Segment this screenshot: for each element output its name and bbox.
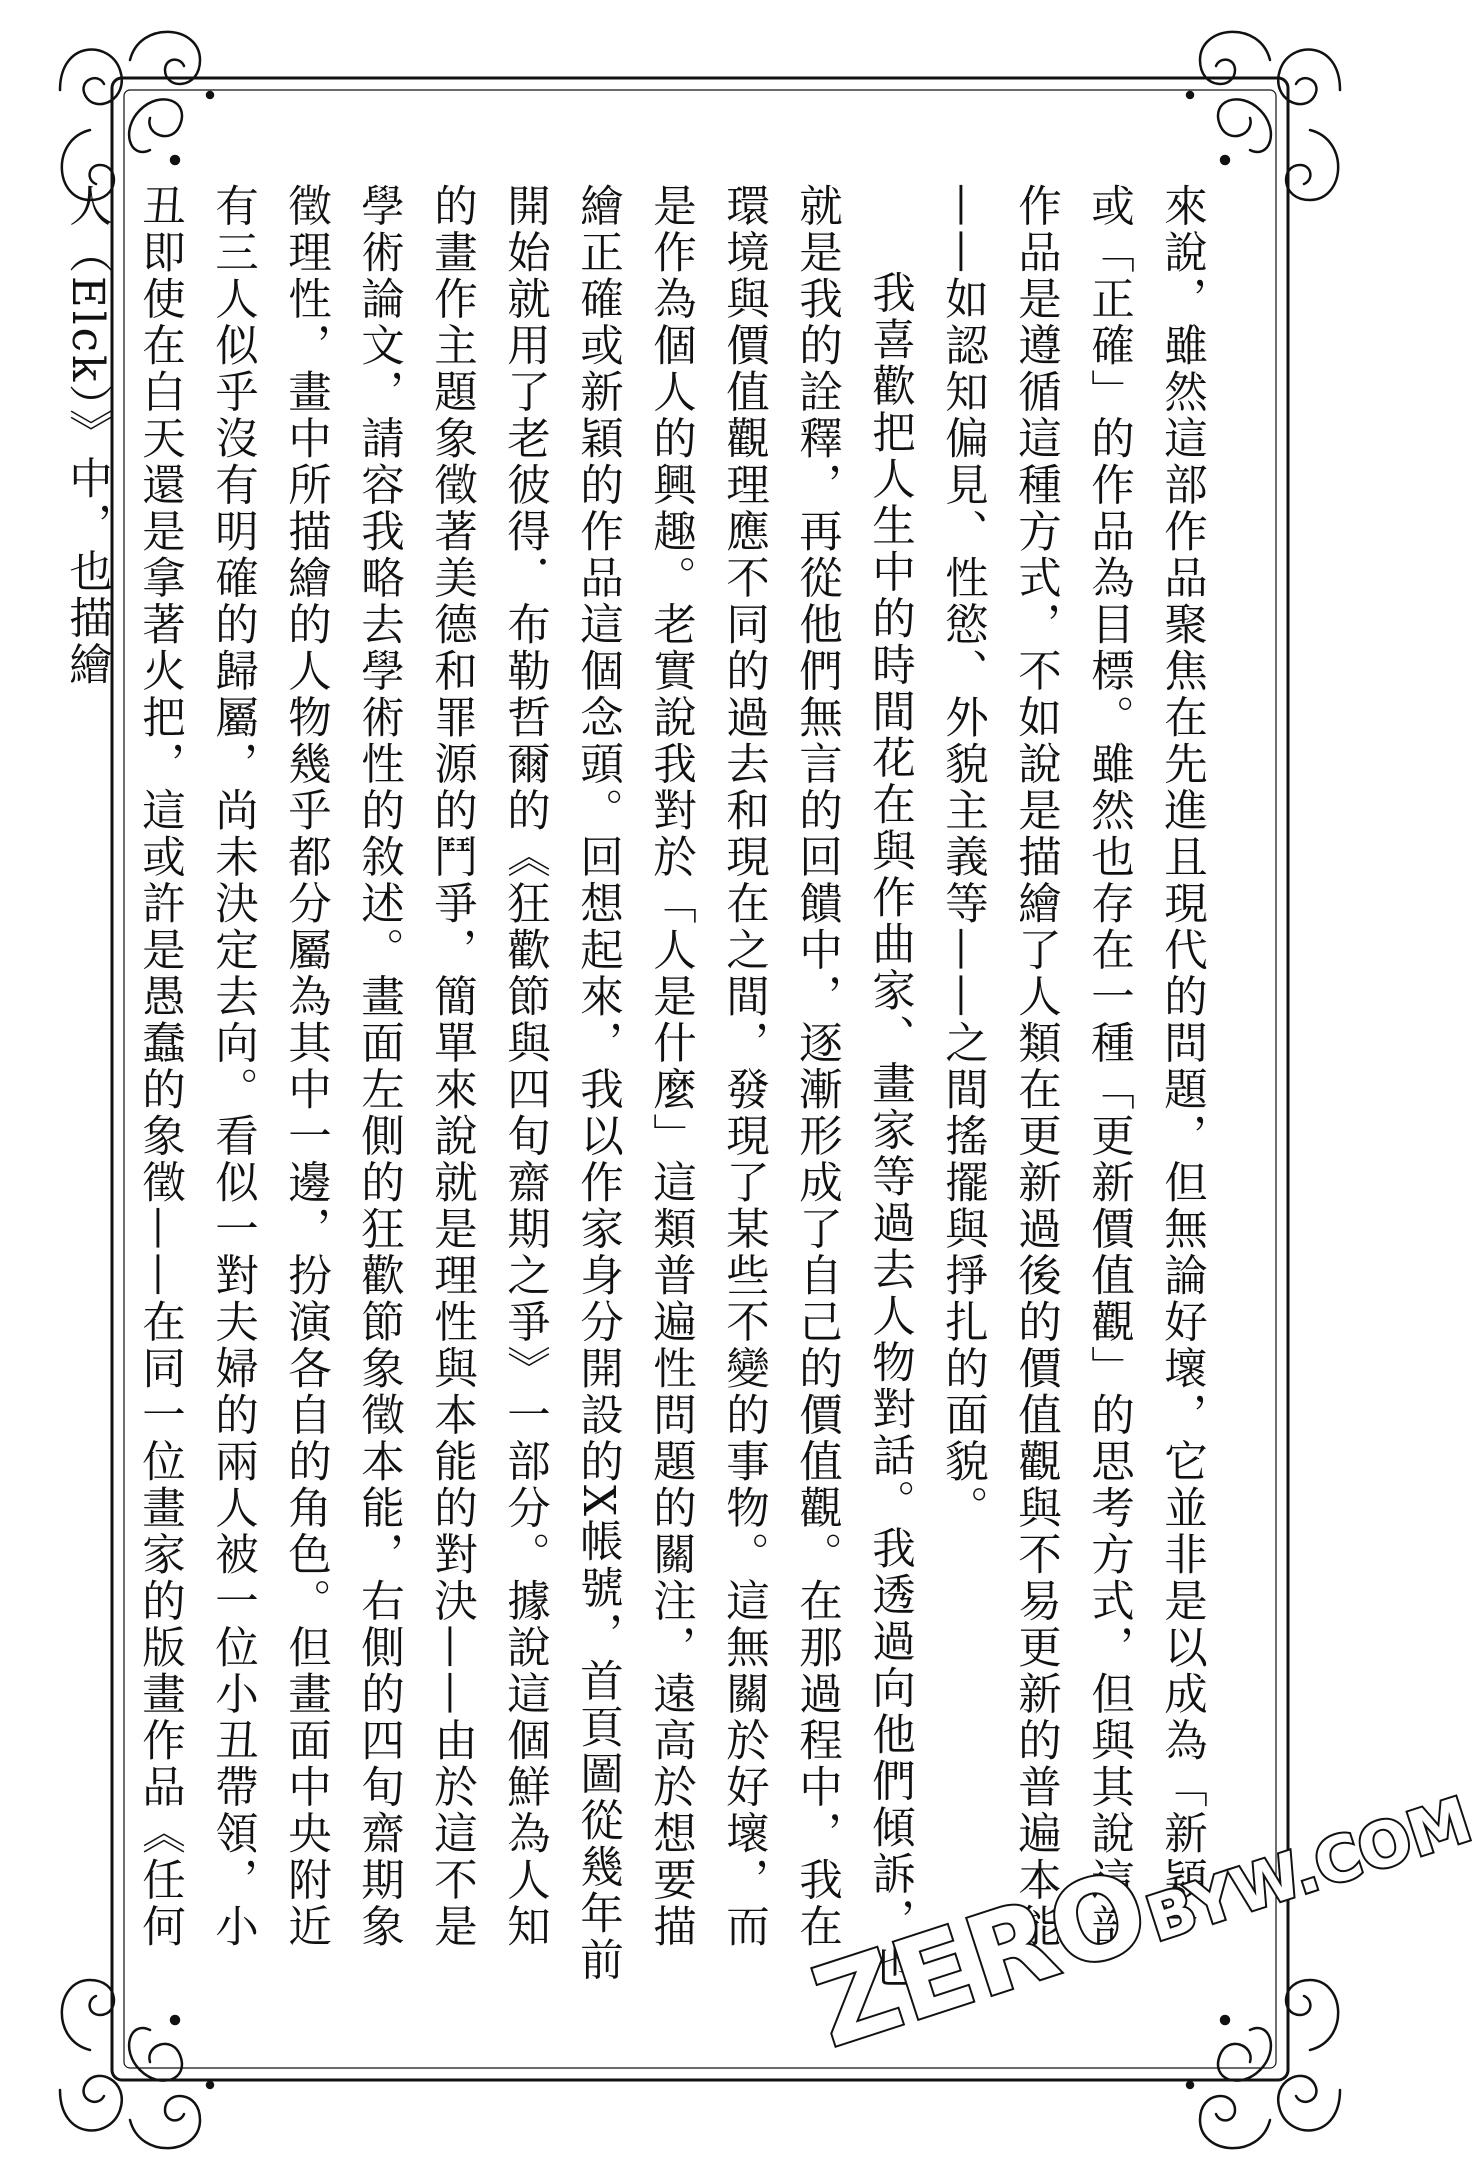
paragraph-1: 來說，雖然這部作品聚焦在先進且現代的問題，但無論好壞，它並非是以成為「新穎」或「正確」的作品為目標。雖然也存在一種「更新價值觀」的思考方式，但與其說這部作品是遵循這種方式，不如說是描繪了人類在更新過後的價值觀與不易更新的普遍本能——如認知偏見、性慾、外貌主義等——之間搖擺與掙扎的面貌。 <box>938 183 1207 1950</box>
watermark-com: .COM <box>1282 1782 1480 1909</box>
paragraph-2: 我喜歡把人生中的時間花在與作曲家、畫家等過去人物對話。我透過向他們傾訴，也就是我的詮釋，再從他們無言的回饋中，逐漸形成了自己的價值觀。在那過程中，我在環境與價值觀理應不同的過去和現在之間，發現了某些不變的事物。這無關於好壞，而是作為個人的興趣。老實說我對於「人是什麼」這類普遍性問題的關注，遠高於想要描繪正確或新穎的作品這個念頭。回想起來，我以作家身分開設的X帳號，首頁圖從幾年前開始就用了老彼得．布勒哲爾的《狂歡節與四旬齋期之爭》一部分。據說這個鮮為人知的畫作主題象徵著美德和罪源的鬥爭，簡單來說就是理性與本能的對決——由於這不是學術論文，請容我略去學術性的敘述。畫面左側的狂歡節象徵本能，右側的四旬齋期象徵理性，畫中所描繪的人物幾乎都分屬為其中一邊，扮演各自的角色。但畫面中央附近有三人似乎沒有明確的歸屬，尚未決定去向。看似一對夫婦的兩人被一位小丑帶領，小丑即使在白天還是拿著火把，這或許是愚蠢的象徵——在同一位畫家的版畫作品《任何人（Elck）》中，也描繪 <box>62 183 915 1991</box>
vertical-body-text <box>62 183 1218 1993</box>
corner-ornament-top-left <box>60 32 213 200</box>
watermark-zero: ZERO <box>800 1844 1164 2072</box>
corner-ornament-bottom-left <box>60 1980 213 2148</box>
corner-ornament-top-right <box>1187 32 1340 200</box>
watermark-byw: BYW <box>1138 1839 1306 1956</box>
corner-ornament-bottom-right <box>1187 1980 1340 2148</box>
